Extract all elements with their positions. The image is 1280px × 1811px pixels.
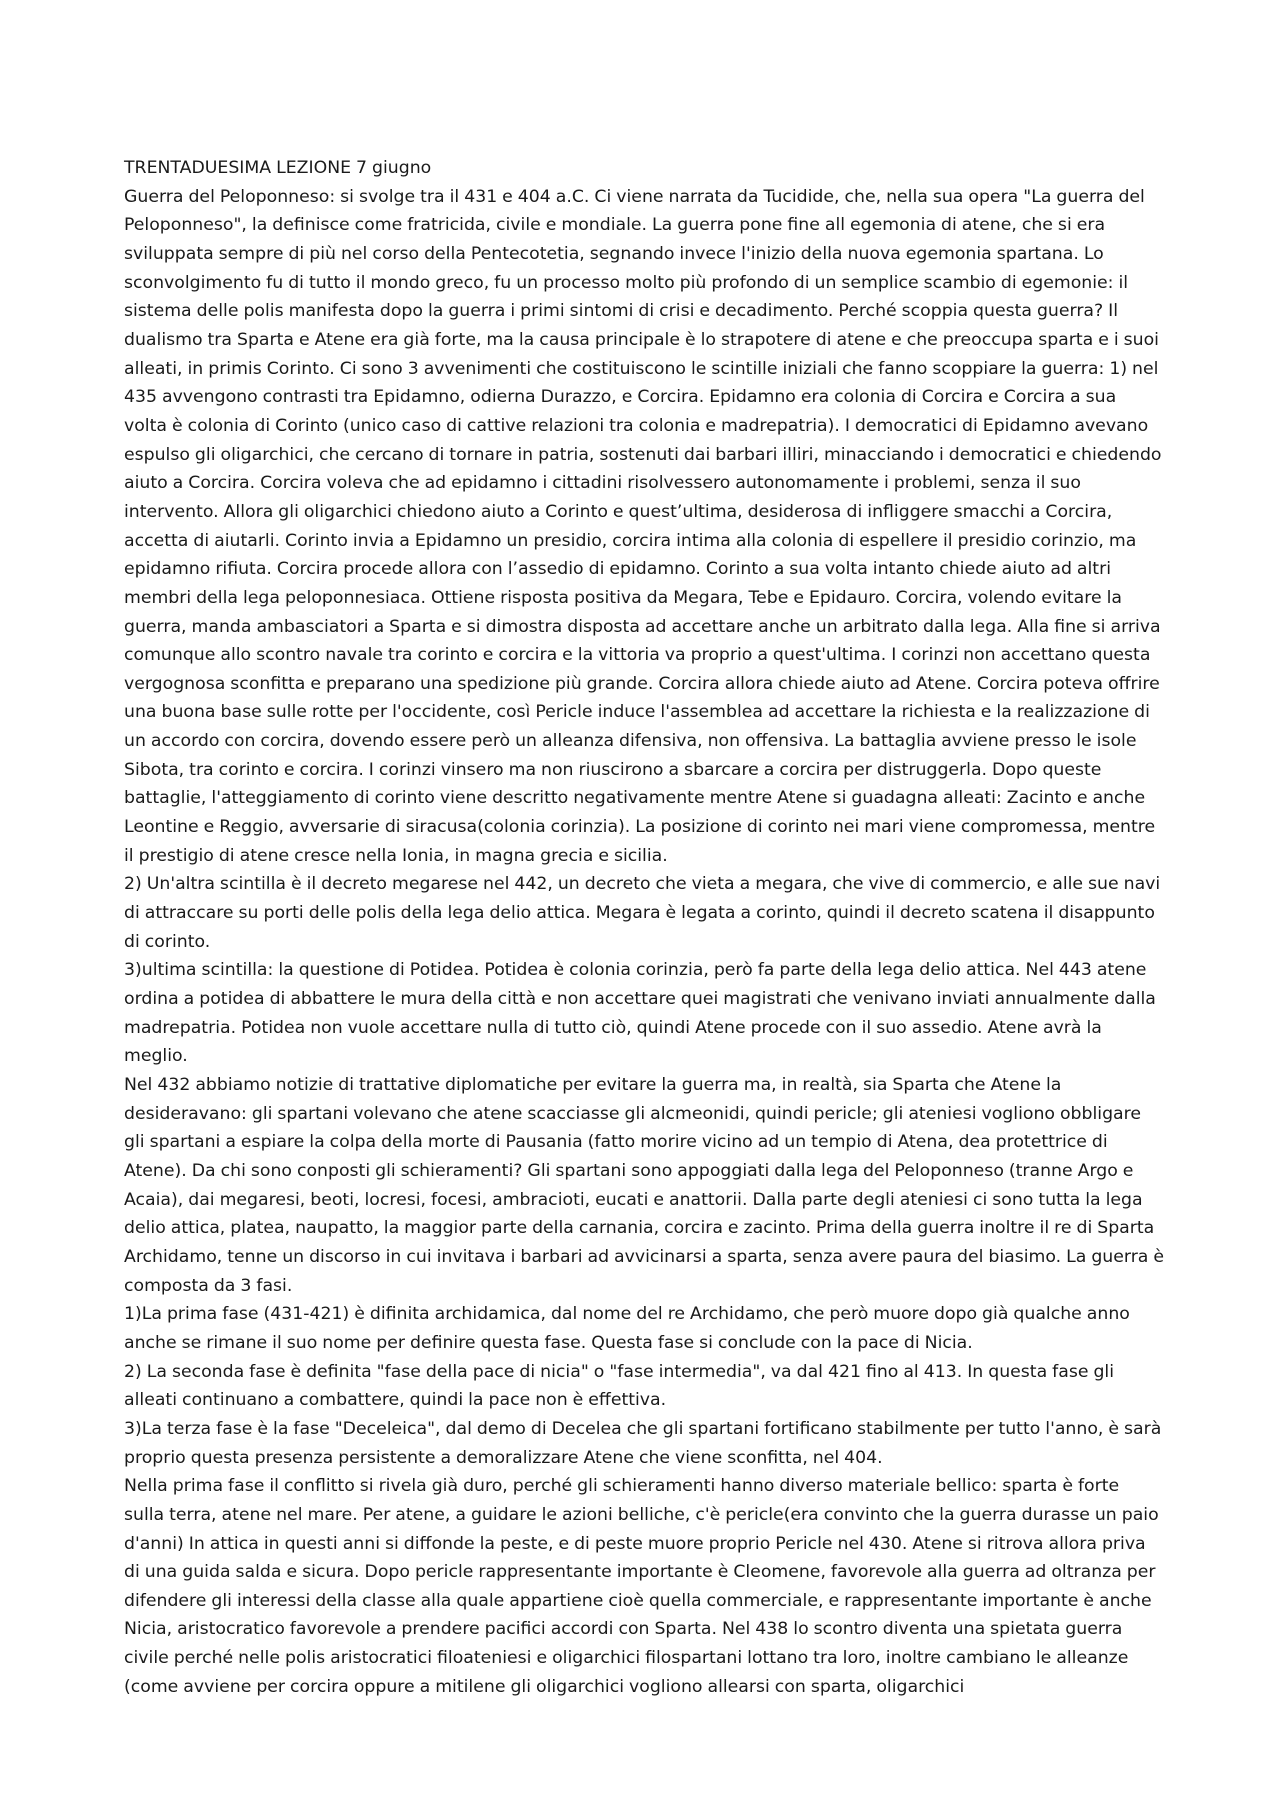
paragraph-introduction: Guerra del Peloponneso: si svolge tra il 431 e 404 a.C. Ci viene narrata da Tucidide, che, nella sua opera "La guerra del Peloponneso", la definisce come fratricida, civile e mondiale. La guerra pone fine all egemonia di atene, che si era sviluppata sempre di più nel corso della Pentecotetia, segnando invece l'inizio della nuova egemonia spartana. Lo sconvolgimento fu di tutto il mondo greco, fu un processo molto più profondo di un semplice scambio di egemonie: il sistema delle polis manifesta dopo la guerra i primi sintomi di crisi e decadimento. Perché scoppia questa guerra? Il dualismo tra Sparta e Atene era già forte, ma la causa principale è lo strapotere di atene e che preoccupa sparta e i suoi alleati, in primis Corinto. Ci sono 3 avvenimenti che costituiscono le scintille iniziali che fanno scoppiare la guerra: 1) nel 435 avvengono contrasti tra Epidamno, odierna Durazzo, e Corcira. Epidamno era colonia di Corcira e Corcira a sua volta è colonia di Corinto (unico caso di cattive relazioni tra colonia e madrepatria). I democratici di Epidamno avevano espulso gli oligarchici, che cercano di tornare in patria, sostenuti dai barbari illiri, minacciando i democratici e chiedendo aiuto a Corcira. Corcira voleva che ad epidamno i cittadini risolvessero autonomamente i problemi, senza il suo intervento. Allora gli oligarchici chiedono aiuto a Corinto e quest’ultima, desiderosa di infliggere smacchi a Corcira, accetta di aiutarli. Corinto invia a Epidamno un presidio, corcira intima alla colonia di espellere il presidio corinzio, ma epidamno rifiuta. Corcira procede allora con l’assedio di epidamno. Corinto a sua volta intanto chiede aiuto ad altri membri della lega peloponnesiaca. Ottiene risposta positiva da Megara, Tebe e Epidauro. Corcira, volendo evitare la guerra, manda ambasciatori a Sparta e si dimostra disposta ad accettare anche un arbitrato dalla lega. Alla fine si arriva comunque allo scontro navale tra corinto e corcira e la vittoria va proprio a quest'ultima. I corinzi non accettano questa vergognosa sconfitta e preparano una spedizione più grande. Corcira allora chiede aiuto ad Atene. Corcira poteva offrire una buona base sulle rotte per l'occidente, così Pericle induce l'assemblea ad accettare la richiesta e la realizzazione di un accordo con corcira, dovendo essere però un alleanza difensiva, non offensiva. La battaglia avviene presso le isole Sibota, tra corinto e corcira. I corinzi vinsero ma non riuscirono a sbarcare a corcira per distruggerla. Dopo queste battaglie, l'atteggiamento di corinto viene descritto negativamente mentre Atene si guadagna alleati: Zacinto e anche Leontine e Reggio, avversarie di siracusa(colonia corinzia). La posizione di corinto nei mari viene compromessa, mentre il prestigio di atene cresce nella Ionia, in magna grecia e sicilia.: [124, 186, 1162, 866]
paragraph-second-phase: 2) La seconda fase è definita "fase della pace di nicia" o "fase intermedia", va dal 421 fino al 413. In questa fase gli alleati continuano a combattere, quindi la pace non è effettiva.: [124, 1361, 1115, 1411]
document-body: [124, 154, 1164, 1701]
paragraph-first-phase-details: Nella prima fase il conflitto si rivela già duro, perché gli schieramenti hanno diverso materiale bellico: sparta è forte sulla terra, atene nel mare. Per atene, a guidare le azioni belliche, c'è pericle(era convinto che la guerra durasse un paio d'anni) In attica in questi anni si diffonde la peste, e di peste muore proprio Pericle nel 430. Atene si ritrova allora priva di una guida salda e sicura. Dopo pericle rappresentante importante è Cleomene, favorevole alla guerra ad oltranza per difendere gli interessi della classe alla quale appartiene cioè quella commerciale, e rappresentante importante è anche Nicia, aristocratico favorevole a prendere pacifici accordi con Sparta. Nel 438 lo scontro diventa una spietata guerra civile perché nelle polis aristocratici filoateniesi e oligarchici filospartani lottano tra loro, inoltre cambiano le alleanze (come avviene per corcira oppure a mitilene gli oligarchici vogliono allearsi con sparta, oligarchici: [124, 1476, 1159, 1697]
paragraph-diplomacy: Nel 432 abbiamo notizie di trattative diplomatiche per evitare la guerra ma, in realtà, sia Sparta che Atene la desideravano: gli spartani volevano che atene scacciasse gli alcmeonidi, quindi pericle; gli ateniesi vogliono obbligare gli spartani a espiare la colpa della morte di Pausania (fatto morire vicino ad un tempio di Atena, dea protettrice di Atene). Da chi sono conposti gli schieramenti? Gli spartani sono appoggiati dalla lega del Peloponneso (tranne Argo e Acaia), dai megaresi, beoti, locresi, focesi, ambracioti, eucati e anattorii. Dalla parte degli ateniesi ci sono tutta la lega delio attica, platea, naupatto, la maggior parte della carnania, corcira e zacinto. Prima della guerra inoltre il re di Sparta Archidamo, tenne un discorso in cui invitava i barbari ad avvicinarsi a sparta, senza avere paura del biasimo. La guerra è composta da 3 fasi.: [124, 1075, 1165, 1296]
paragraph-third-phase: 3)La terza fase è la fase "Deceleica", dal demo di Decelea che gli spartani fortificano stabilmente per tutto l'anno, è sarà proprio questa presenza persistente a demoralizzare Atene che viene sconfitta, nel 404.: [124, 1418, 1162, 1468]
paragraph-first-phase: 1)La prima fase (431-421) è difinita archidamica, dal nome del re Archidamo, che però muore dopo già qualche anno anche se rimane il suo nome per definire questa fase. Questa fase si conclude con la pace di Nicia.: [124, 1304, 1130, 1353]
paragraph-second-spark: 2) Un'altra scintilla è il decreto megarese nel 442, un decreto che vieta a megara, che vive di commercio, e alle sue navi di attraccare su porti delle polis della lega delio attica. Megara è legata a corinto, quindi il decreto scatena il disappunto di corinto.: [124, 874, 1161, 952]
paragraph-third-spark: 3)ultima scintilla: la questione di Potidea. Potidea è colonia corinzia, però fa parte della lega delio attica. Nel 443 atene ordina a potidea di abbattere le mura della città e non accettare quei magistrati che venivano inviati annualmente dalla madrepatria. Potidea non vuole accettare nulla di tutto ciò, quindi Atene procede con il suo assedio. Atene avrà la meglio.: [124, 960, 1156, 1067]
lesson-title: TRENTADUESIMA LEZIONE 7 giugno: [124, 158, 432, 178]
